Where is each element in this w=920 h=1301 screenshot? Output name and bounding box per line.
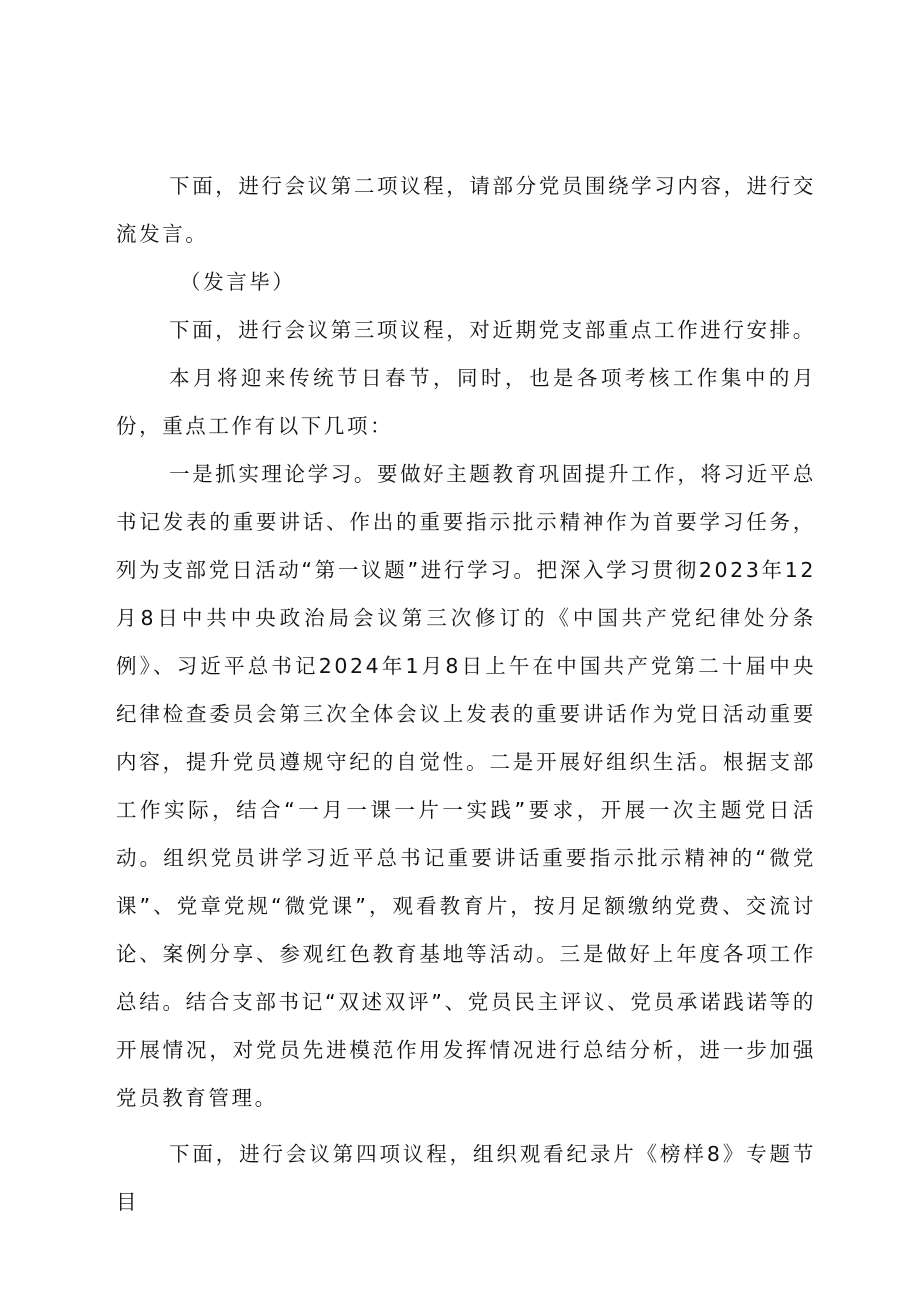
document-body: [116, 162, 816, 1226]
paragraph-key-work: 一是抓实理论学习。要做好主题教育巩固提升工作，将习近平总书记发表的重要讲话、作出的重要指示批示精神作为首要学习任务，列为支部党日活动“第一议题”进行学习。把深入学习贯彻2023年12月8日中共中央政治局会议第三次修订的《中国共产党纪律处分条例》、习近平总书记2024年1月8日上午在中国共产党第二十届中央纪律检查委员会第三次全体会议上发表的重要讲话作为党日活动重要内容，提升党员遵规守纪的自觉性。二是开展好组织生活。根据支部工作实际，结合“一月一课一片一实践”要求，开展一次主题党日活动。组织党员讲学习近平总书记重要讲话重要指示批示精神的“微党课”、党章党规“微党课”，观看教育片，按月足额缴纳党费、交流讨论、案例分享、参观红色教育基地等活动。三是做好上年度各项工作总结。结合支部书记“双述双评”、党员民主评议、党员承诺践诺等的开展情况，对党员先进模范作用发挥情况进行总结分析，进一步加强党员教育管理。: [116, 462, 816, 1110]
paragraph-month-intro: 本月将迎来传统节日春节，同时，也是各项考核工作集中的月份，重点工作有以下几项：: [116, 366, 816, 438]
paragraph-agenda-item-3: 下面，进行会议第三项议程，对近期党支部重点工作进行安排。: [169, 318, 816, 342]
paragraph-agenda-item-2: 下面，进行会议第二项议程，请部分党员围绕学习内容，进行交流发言。: [116, 174, 816, 246]
paragraph-speech-end: （发言毕）: [180, 270, 296, 294]
paragraph-agenda-item-4: 下面，进行会议第四项议程，组织观看纪录片《榜样8》专题节目: [116, 1142, 816, 1214]
